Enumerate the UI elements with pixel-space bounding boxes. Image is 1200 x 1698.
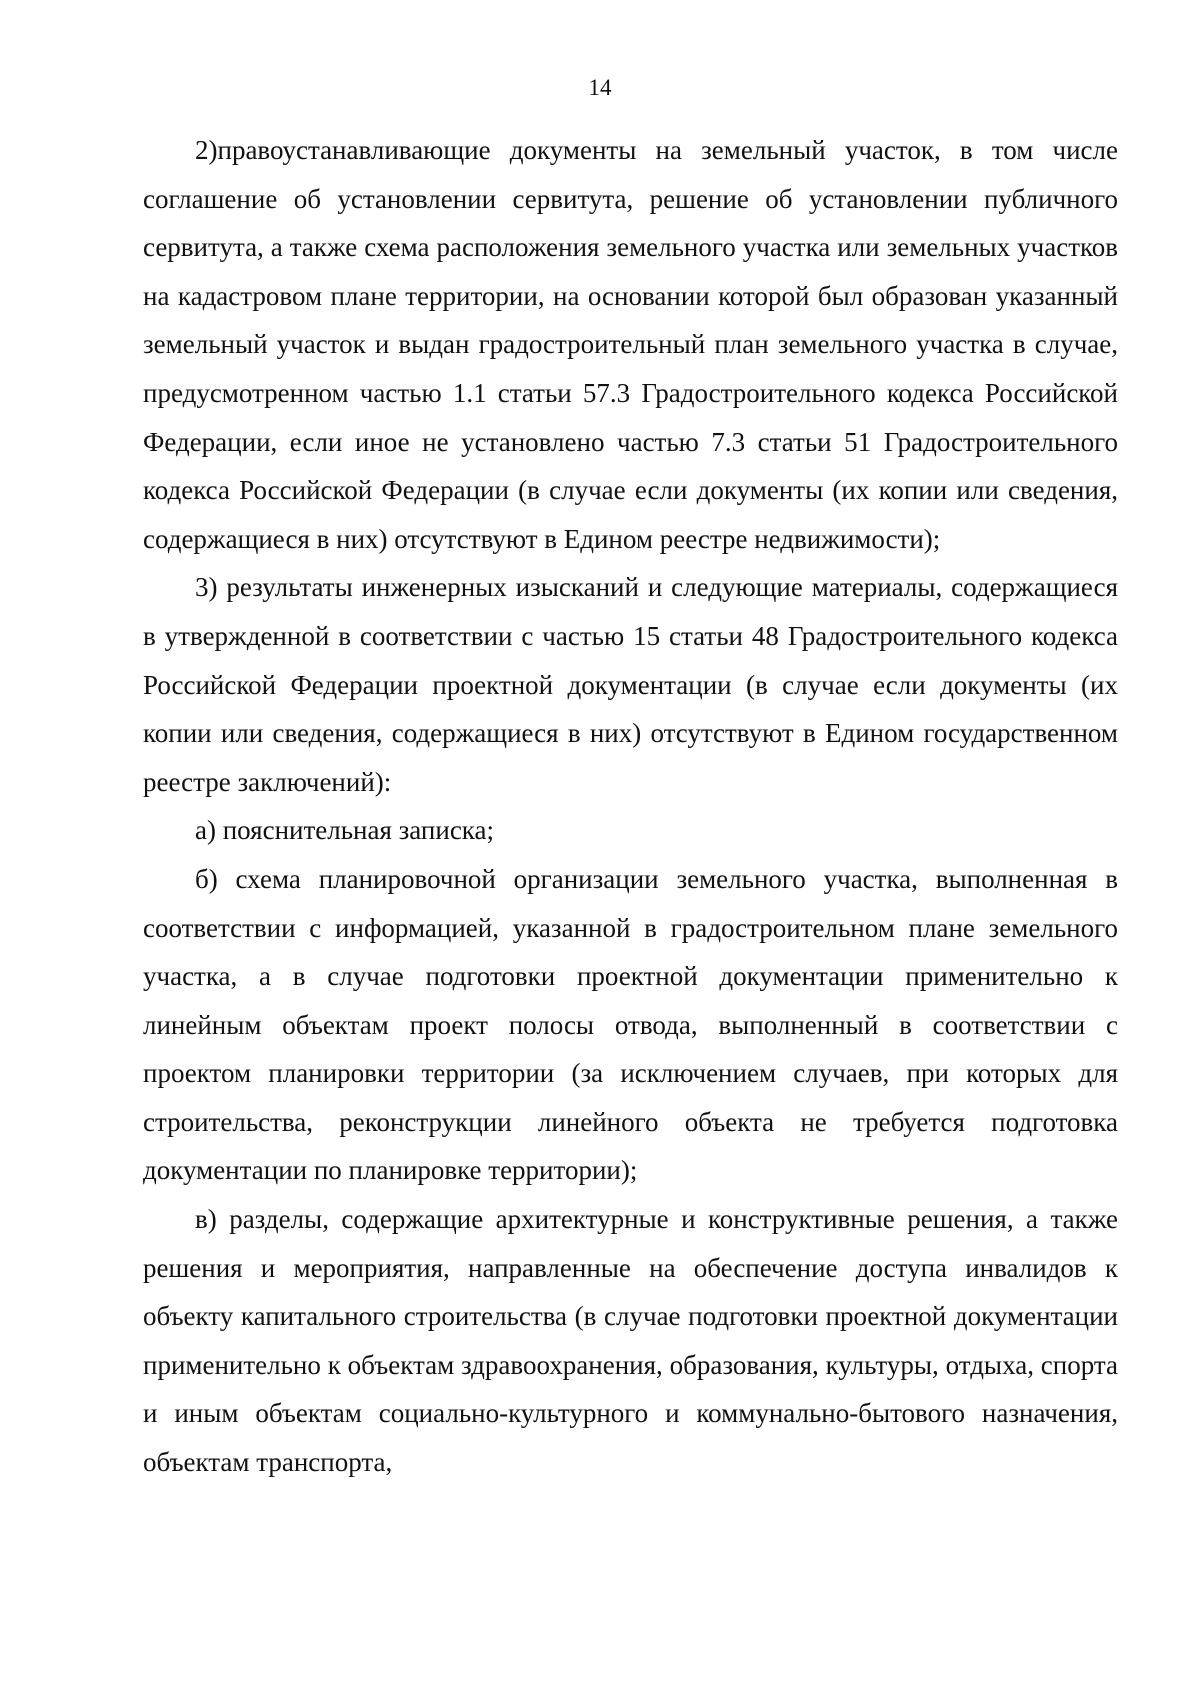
paragraph-subitem-v: в) разделы, содержащие архитектурные и конструктивные решения, а также решения и мероприятия, направленные на обеспечение доступа инвалидов к объекту капитального строительства (в случае подготовки проектной документации применительно к объектам здравоохранения, образования, культуры, отдыха, спорта и иным объектам социально-культурного и коммунально-бытового назначения, объектам транспорта,: [143, 1204, 1118, 1478]
paragraph-item-3: 3) результаты инженерных изысканий и следующие материалы, содержащиеся в утвержденной в соответствии с частью 15 статьи 48 Градостроительного кодекса Российской Федерации проектной документации (в случае если документы (их копии или сведения, содержащиеся в них) отсутствуют в Едином государственном реестре заключений):: [143, 572, 1118, 797]
document-body: [143, 126, 1118, 1487]
page-number: 14: [588, 75, 612, 100]
paragraph-item-2: 2)правоустанавливающие документы на земельный участок, в том числе соглашение об установлении сервитута, решение об установлении публичного сервитута, а также схема расположения земельного участка или земельных участков на кадастровом плане территории, на основании которой был образован указанный земельный участок и выдан градостроительный план земельного участка в случае, предусмотренном частью 1.1 статьи 57.3 Градостроительного кодекса Российской Федерации, если иное не установлено частью 7.3 статьи 51 Градостроительного кодекса Российской Федерации (в случае если документы (их копии или сведения, содержащиеся в них) отсутствуют в Едином реестре недвижимости);: [143, 135, 1118, 554]
paragraph-subitem-a: а) пояснительная записка;: [195, 815, 495, 846]
paragraph-subitem-b: б) схема планировочной организации земельного участка, выполненная в соответствии с информацией, указанной в градостроительном плане земельного участка, а в случае подготовки проектной документации применительно к линейным объектам проект полосы отвода, выполненный в соответствии с проектом планировки территории (за исключением случаев, при которых для строительства, реконструкции линейного объекта не требуется подготовка документации по планировке территории);: [143, 863, 1118, 1186]
